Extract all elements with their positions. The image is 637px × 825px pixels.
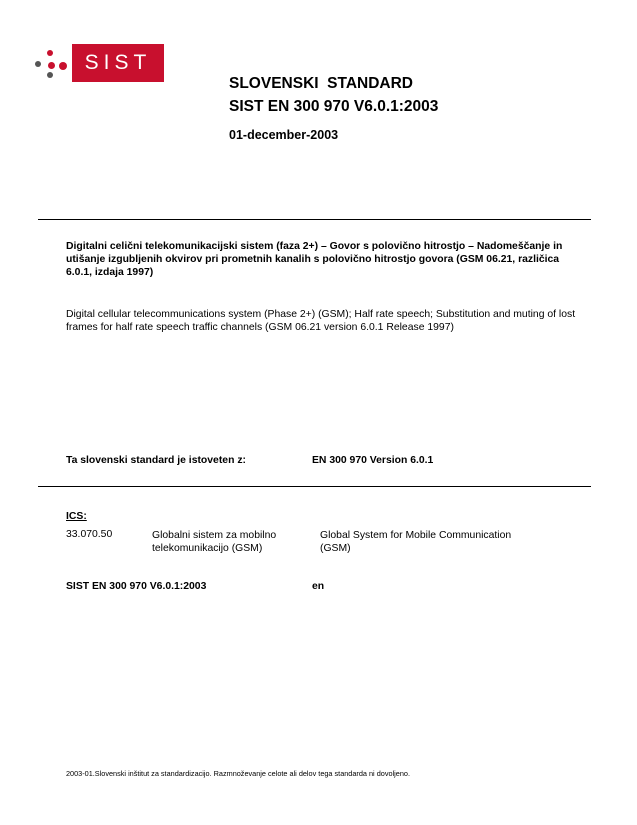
standard-language: en — [312, 581, 325, 592]
ics-description-slovenian: Globalni sistem za mobilno telekomunikacijo (GSM) — [152, 530, 277, 554]
ics-description-english: Global System for Mobile Communication (GSM) — [320, 530, 512, 554]
identical-label: Ta slovenski standard je istoveten z: — [66, 455, 246, 466]
standard-code: SIST EN 300 970 V6.0.1:2003 — [66, 581, 207, 592]
divider-top — [38, 219, 591, 220]
identical-value: EN 300 970 Version 6.0.1 — [312, 455, 434, 466]
logo-dots-icon — [35, 50, 71, 80]
sist-logo: SIST — [72, 44, 164, 82]
copyright-footer: 2003-01.Slovenski inštitut za standardizacijo. Razmnoževanje celote ali delov tega standarda ni dovoljeno. — [66, 769, 410, 778]
title-english: Digital cellular telecommunications system (Phase 2+) (GSM); Half rate speech; Substitution and muting of lost frames for half rate speech traffic channels (GSM 06.21 version 6.0.1 Release 1997) — [66, 309, 576, 333]
publication-date: 01-december-2003 — [229, 128, 339, 142]
divider-middle — [38, 486, 591, 487]
ics-label: ICS: — [66, 511, 87, 522]
title-slovenian: Digitalni celični telekomunikacijski sistem (faza 2+) – Govor s polovično hitrostjo – Nadomeščanje in utišanje izgubljenih okvirov pri prometnih kanalih s polovično hitrostjo govora (GSM 06.21, različica 6.0.1, izdaja 1997) — [66, 241, 563, 278]
standard-heading: SLOVENSKI STANDARD — [229, 75, 414, 92]
standard-number: SIST EN 300 970 V6.0.1:2003 — [229, 98, 439, 115]
ics-code: 33.070.50 — [66, 529, 113, 540]
